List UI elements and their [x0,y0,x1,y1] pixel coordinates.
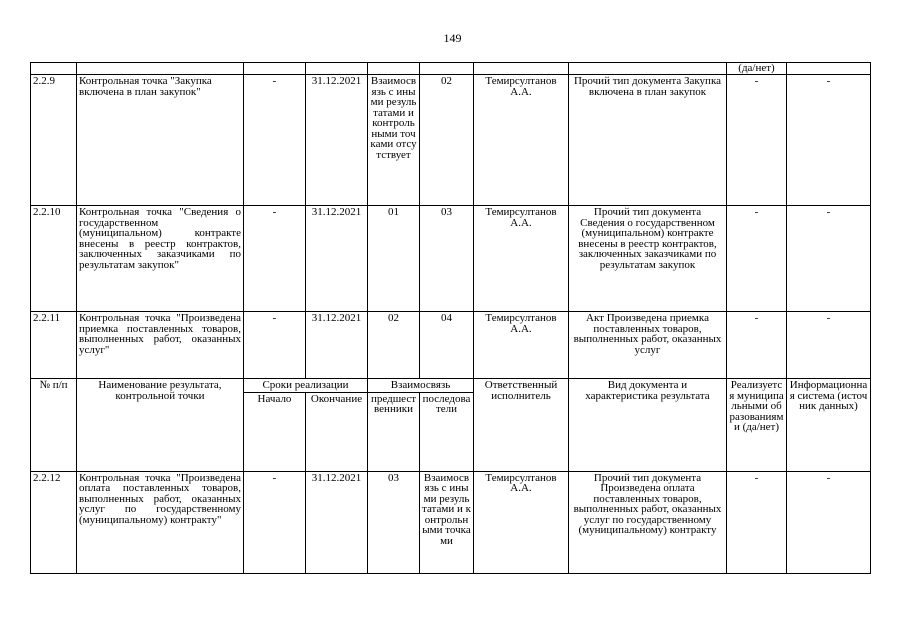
row-name: Контрольная точка "Сведения о государственном (муниципальном) контракте внесены в реестр контрактов, заключенных заказчиками по результатам закупок" [77,206,244,312]
header-implemented: Реализуется муниципальными образованиями (да/нет) [727,379,787,472]
row-successors: 04 [420,312,474,379]
header-info-system: Информационная система (источник данных) [787,379,871,472]
row-executor: Темирсултанов А.А. [474,75,569,206]
row-implemented: - [727,206,787,312]
header-start: Начало [244,392,306,471]
row-implemented: - [727,75,787,206]
header-terms: Сроки реализации [244,379,368,393]
header-doc-type: Вид документа и характеристика результата [569,379,727,472]
row-document: Прочий тип документа Произведена оплата поставленных товаров, выполненных работ, оказанных услуг по государственному (муниципальному) контракту [569,471,727,573]
row-executor: Темирсултанов А.А. [474,206,569,312]
row-number: 2.2.12 [31,471,77,573]
row-predecessors: 02 [368,312,420,379]
row-info-system: - [787,471,871,573]
top-fragment-row [31,63,871,75]
header-executor: Ответственный исполнитель [474,379,569,472]
row-predecessors: 03 [368,471,420,573]
table-row [31,471,871,573]
header-end: Окончание [306,392,368,471]
row-predecessors: Взаимосвязь с иными результатами и контрольными точками отсутствует [368,75,420,206]
page-number: 149 [443,31,462,45]
row-implemented: - [727,312,787,379]
header-predecessors: предшественники [368,392,420,471]
header-relation: Взаимосвязь [368,379,474,393]
row-info-system: - [787,312,871,379]
row-successors: 03 [420,206,474,312]
header-name: Наименование результата, контрольной точки [77,379,244,472]
row-name: Контрольная точка "Произведена приемка поставленных товаров, выполненных работ, оказанных услуг" [77,312,244,379]
table-row [31,206,871,312]
row-start: - [244,206,306,312]
table-header-row [31,379,871,393]
row-name: Контрольная точка "Произведена оплата поставленных товаров, выполненных работ, оказанных услуг по государственному (муниципальному) контракту" [77,471,244,573]
row-number: 2.2.11 [31,312,77,379]
table-row [31,312,871,379]
row-end: 31.12.2021 [306,471,368,573]
row-implemented: - [727,471,787,573]
header-num: № п/п [31,379,77,472]
row-number: 2.2.9 [31,75,77,206]
row-document: Прочий тип документа Закупка включена в план закупок [569,75,727,206]
row-successors: 02 [420,75,474,206]
row-number: 2.2.10 [31,206,77,312]
row-info-system: - [787,206,871,312]
row-predecessors: 01 [368,206,420,312]
top-fragment-text: (да/нет) [727,63,787,75]
control-points-table [30,62,871,574]
row-end: 31.12.2021 [306,75,368,206]
row-executor: Темирсултанов А.А. [474,471,569,573]
row-info-system: - [787,75,871,206]
table-row [31,75,871,206]
row-successors: Взаимосвязь с иными результатами и контрольными точками [420,471,474,573]
row-start: - [244,75,306,206]
row-document: Прочий тип документа Сведения о государственном (муниципальном) контракте внесены в реестр контрактов, заключенных заказчиками по результатам закупок [569,206,727,312]
row-document: Акт Произведена приемка поставленных товаров, выполненных работ, оказанных услуг [569,312,727,379]
row-start: - [244,471,306,573]
row-start: - [244,312,306,379]
row-name: Контрольная точка "Закупка включена в план закупок" [77,75,244,206]
row-end: 31.12.2021 [306,206,368,312]
row-executor: Темирсултанов А.А. [474,312,569,379]
row-end: 31.12.2021 [306,312,368,379]
header-successors: последователи [420,392,474,471]
